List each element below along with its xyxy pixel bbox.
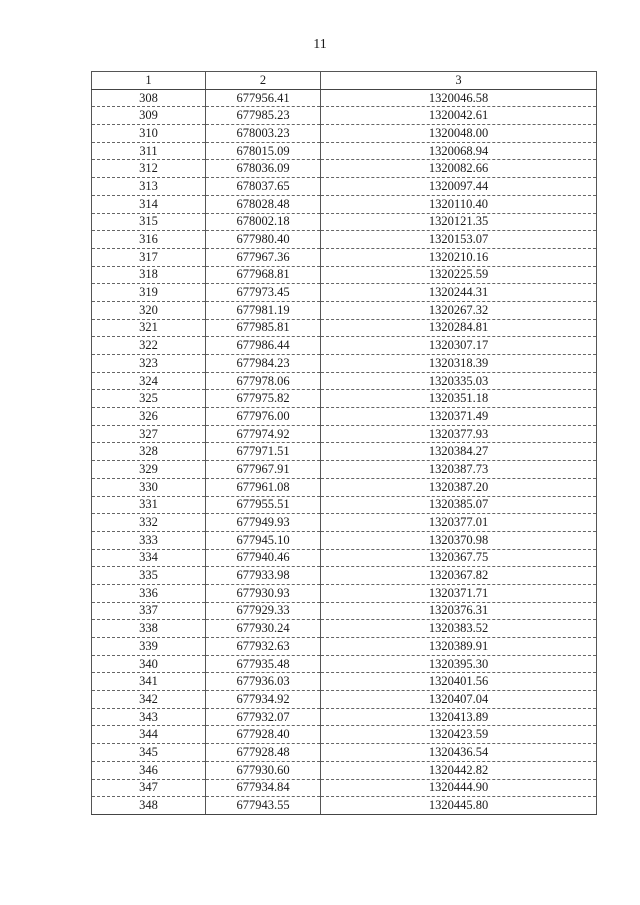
cell-x-coordinate: 677971.51	[206, 443, 321, 461]
cell-x-coordinate: 677930.60	[206, 761, 321, 779]
table-row	[92, 567, 597, 585]
cell-x-coordinate: 678002.18	[206, 213, 321, 231]
cell-y-coordinate: 1320384.27	[321, 443, 597, 461]
cell-point-number: 328	[92, 443, 206, 461]
cell-y-coordinate: 1320389.91	[321, 638, 597, 656]
cell-point-number: 313	[92, 178, 206, 196]
cell-y-coordinate: 1320442.82	[321, 761, 597, 779]
table-row	[92, 301, 597, 319]
cell-point-number: 320	[92, 301, 206, 319]
cell-x-coordinate: 677932.63	[206, 638, 321, 656]
cell-y-coordinate: 1320318.39	[321, 355, 597, 373]
cell-point-number: 348	[92, 797, 206, 815]
cell-x-coordinate: 677955.51	[206, 496, 321, 514]
table-row	[92, 178, 597, 196]
table-row	[92, 390, 597, 408]
table-row	[92, 142, 597, 160]
table-row	[92, 372, 597, 390]
cell-point-number: 345	[92, 744, 206, 762]
cell-x-coordinate: 677974.92	[206, 425, 321, 443]
cell-x-coordinate: 677929.33	[206, 602, 321, 620]
cell-y-coordinate: 1320387.73	[321, 461, 597, 479]
cell-point-number: 312	[92, 160, 206, 178]
cell-x-coordinate: 678003.23	[206, 125, 321, 143]
table-row	[92, 708, 597, 726]
cell-y-coordinate: 1320153.07	[321, 231, 597, 249]
cell-y-coordinate: 1320082.66	[321, 160, 597, 178]
cell-point-number: 338	[92, 620, 206, 638]
cell-y-coordinate: 1320367.75	[321, 549, 597, 567]
cell-point-number: 323	[92, 355, 206, 373]
cell-y-coordinate: 1320307.17	[321, 337, 597, 355]
cell-point-number: 309	[92, 107, 206, 125]
cell-point-number: 331	[92, 496, 206, 514]
cell-point-number: 308	[92, 89, 206, 107]
column-header-y: 3	[321, 72, 597, 90]
cell-y-coordinate: 1320407.04	[321, 691, 597, 709]
column-header-x: 2	[206, 72, 321, 90]
cell-x-coordinate: 677973.45	[206, 284, 321, 302]
cell-y-coordinate: 1320436.54	[321, 744, 597, 762]
cell-x-coordinate: 677967.91	[206, 461, 321, 479]
table-row	[92, 107, 597, 125]
cell-x-coordinate: 677928.40	[206, 726, 321, 744]
table-row	[92, 514, 597, 532]
table-row	[92, 319, 597, 337]
table-row	[92, 355, 597, 373]
cell-point-number: 317	[92, 248, 206, 266]
table-row	[92, 231, 597, 249]
cell-x-coordinate: 677940.46	[206, 549, 321, 567]
cell-point-number: 318	[92, 266, 206, 284]
cell-y-coordinate: 1320335.03	[321, 372, 597, 390]
cell-y-coordinate: 1320371.49	[321, 408, 597, 426]
cell-point-number: 336	[92, 584, 206, 602]
table-row	[92, 195, 597, 213]
cell-point-number: 347	[92, 779, 206, 797]
cell-y-coordinate: 1320244.31	[321, 284, 597, 302]
table-row	[92, 584, 597, 602]
table-row	[92, 691, 597, 709]
cell-x-coordinate: 677928.48	[206, 744, 321, 762]
cell-point-number: 329	[92, 461, 206, 479]
cell-point-number: 343	[92, 708, 206, 726]
table-row	[92, 478, 597, 496]
cell-x-coordinate: 677935.48	[206, 655, 321, 673]
cell-x-coordinate: 677945.10	[206, 531, 321, 549]
table-row	[92, 638, 597, 656]
cell-x-coordinate: 677975.82	[206, 390, 321, 408]
cell-y-coordinate: 1320351.18	[321, 390, 597, 408]
cell-y-coordinate: 1320284.81	[321, 319, 597, 337]
table-row	[92, 549, 597, 567]
cell-x-coordinate: 677932.07	[206, 708, 321, 726]
table-row	[92, 266, 597, 284]
cell-point-number: 319	[92, 284, 206, 302]
cell-x-coordinate: 678015.09	[206, 142, 321, 160]
cell-y-coordinate: 1320225.59	[321, 266, 597, 284]
cell-point-number: 314	[92, 195, 206, 213]
table-row	[92, 655, 597, 673]
cell-point-number: 344	[92, 726, 206, 744]
column-header-point: 1	[92, 72, 206, 90]
table-row	[92, 408, 597, 426]
cell-point-number: 327	[92, 425, 206, 443]
cell-x-coordinate: 677976.00	[206, 408, 321, 426]
cell-x-coordinate: 677930.24	[206, 620, 321, 638]
cell-point-number: 311	[92, 142, 206, 160]
cell-y-coordinate: 1320068.94	[321, 142, 597, 160]
table-row	[92, 779, 597, 797]
cell-y-coordinate: 1320370.98	[321, 531, 597, 549]
table-row	[92, 620, 597, 638]
table-row	[92, 461, 597, 479]
cell-y-coordinate: 1320395.30	[321, 655, 597, 673]
cell-x-coordinate: 677980.40	[206, 231, 321, 249]
cell-point-number: 322	[92, 337, 206, 355]
cell-point-number: 326	[92, 408, 206, 426]
cell-x-coordinate: 677933.98	[206, 567, 321, 585]
cell-y-coordinate: 1320121.35	[321, 213, 597, 231]
cell-point-number: 310	[92, 125, 206, 143]
cell-y-coordinate: 1320383.52	[321, 620, 597, 638]
cell-x-coordinate: 678028.48	[206, 195, 321, 213]
cell-x-coordinate: 677968.81	[206, 266, 321, 284]
cell-point-number: 330	[92, 478, 206, 496]
table-row	[92, 602, 597, 620]
cell-x-coordinate: 677934.92	[206, 691, 321, 709]
table-row	[92, 337, 597, 355]
cell-y-coordinate: 1320042.61	[321, 107, 597, 125]
cell-point-number: 334	[92, 549, 206, 567]
cell-x-coordinate: 677967.36	[206, 248, 321, 266]
page-number: 11	[313, 37, 327, 52]
cell-point-number: 324	[92, 372, 206, 390]
cell-y-coordinate: 1320444.90	[321, 779, 597, 797]
cell-x-coordinate: 677985.81	[206, 319, 321, 337]
table-row	[92, 213, 597, 231]
cell-y-coordinate: 1320376.31	[321, 602, 597, 620]
table-row	[92, 443, 597, 461]
cell-x-coordinate: 677956.41	[206, 89, 321, 107]
cell-point-number: 332	[92, 514, 206, 532]
cell-x-coordinate: 677961.08	[206, 478, 321, 496]
cell-point-number: 341	[92, 673, 206, 691]
cell-x-coordinate: 677985.23	[206, 107, 321, 125]
cell-y-coordinate: 1320377.01	[321, 514, 597, 532]
cell-x-coordinate: 677984.23	[206, 355, 321, 373]
table-row	[92, 248, 597, 266]
cell-x-coordinate: 678037.65	[206, 178, 321, 196]
cell-x-coordinate: 677943.55	[206, 797, 321, 815]
cell-point-number: 315	[92, 213, 206, 231]
table-row	[92, 673, 597, 691]
cell-y-coordinate: 1320401.56	[321, 673, 597, 691]
cell-x-coordinate: 677936.03	[206, 673, 321, 691]
cell-point-number: 333	[92, 531, 206, 549]
cell-y-coordinate: 1320377.93	[321, 425, 597, 443]
cell-y-coordinate: 1320210.16	[321, 248, 597, 266]
table-row	[92, 797, 597, 815]
cell-point-number: 335	[92, 567, 206, 585]
cell-y-coordinate: 1320367.82	[321, 567, 597, 585]
cell-y-coordinate: 1320046.58	[321, 89, 597, 107]
cell-x-coordinate: 677986.44	[206, 337, 321, 355]
cell-y-coordinate: 1320387.20	[321, 478, 597, 496]
coordinates-table	[91, 71, 597, 815]
cell-y-coordinate: 1320413.89	[321, 708, 597, 726]
table-row	[92, 125, 597, 143]
cell-x-coordinate: 677930.93	[206, 584, 321, 602]
table-row	[92, 425, 597, 443]
cell-x-coordinate: 677978.06	[206, 372, 321, 390]
table-row	[92, 89, 597, 107]
cell-point-number: 346	[92, 761, 206, 779]
cell-y-coordinate: 1320423.59	[321, 726, 597, 744]
cell-point-number: 340	[92, 655, 206, 673]
table-row	[92, 744, 597, 762]
cell-point-number: 316	[92, 231, 206, 249]
cell-point-number: 342	[92, 691, 206, 709]
cell-y-coordinate: 1320097.44	[321, 178, 597, 196]
table-row	[92, 496, 597, 514]
cell-point-number: 339	[92, 638, 206, 656]
cell-y-coordinate: 1320048.00	[321, 125, 597, 143]
cell-point-number: 321	[92, 319, 206, 337]
table-row	[92, 761, 597, 779]
cell-y-coordinate: 1320445.80	[321, 797, 597, 815]
table-header-row	[92, 72, 597, 90]
cell-y-coordinate: 1320267.32	[321, 301, 597, 319]
cell-x-coordinate: 677981.19	[206, 301, 321, 319]
table-row	[92, 726, 597, 744]
cell-x-coordinate: 678036.09	[206, 160, 321, 178]
cell-x-coordinate: 677949.93	[206, 514, 321, 532]
table-body	[92, 89, 597, 814]
cell-y-coordinate: 1320110.40	[321, 195, 597, 213]
cell-y-coordinate: 1320371.71	[321, 584, 597, 602]
cell-y-coordinate: 1320385.07	[321, 496, 597, 514]
cell-point-number: 325	[92, 390, 206, 408]
table-row	[92, 160, 597, 178]
cell-x-coordinate: 677934.84	[206, 779, 321, 797]
table-row	[92, 531, 597, 549]
cell-point-number: 337	[92, 602, 206, 620]
table-row	[92, 284, 597, 302]
